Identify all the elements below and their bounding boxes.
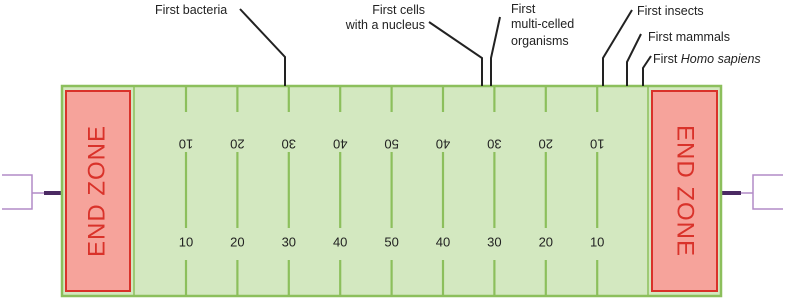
yard-number-bottom: 50 <box>384 234 399 250</box>
yard-number-top: 30 <box>281 136 297 152</box>
yard-number-top: 10 <box>178 136 194 152</box>
left-end-zone-label: END ZONE <box>83 124 111 258</box>
annotation-multicelled-label-1: First <box>511 2 536 16</box>
right-end-zone <box>648 86 717 296</box>
yard-number-bottom: 20 <box>538 234 554 250</box>
yard-number-bottom: 30 <box>487 234 502 250</box>
yard-number-top: 20 <box>538 136 554 152</box>
yard-number-top: 20 <box>230 136 245 152</box>
yard-number-top: 10 <box>589 136 605 152</box>
annotation-multicelled <box>491 2 574 86</box>
annotation-insects-label: First insects <box>637 4 704 18</box>
left-goalpost <box>2 175 62 209</box>
annotation-nucleus-label-2: with a nucleus <box>345 18 425 32</box>
annotation-bacteria-label: First bacteria <box>155 3 228 17</box>
annotation-homo-label: First Homo sapiens <box>653 52 761 66</box>
annotation-insects <box>603 4 704 86</box>
right-end-zone-label: END ZONE <box>671 124 699 258</box>
yard-number-top: 40 <box>435 136 451 152</box>
yard-number-bottom: 10 <box>589 234 605 250</box>
yard-number-bottom: 40 <box>435 234 451 250</box>
annotation-multicelled-label-2: multi-celled <box>511 17 575 31</box>
yard-number-top: 50 <box>384 136 399 152</box>
yard-number-top: 40 <box>332 136 348 152</box>
yard-number-bottom: 10 <box>178 234 194 250</box>
yard-number-bottom: 20 <box>230 234 245 250</box>
left-end-zone <box>66 86 134 296</box>
yard-number-top: 30 <box>487 136 502 152</box>
annotation-nucleus-label-1: First cells <box>372 3 425 17</box>
yard-number-bottom: 40 <box>332 234 348 250</box>
right-goalpost <box>721 175 783 209</box>
annotation-nucleus <box>345 3 482 86</box>
annotation-homo-sapiens <box>643 52 761 86</box>
annotation-mammals-label: First mammals <box>648 30 730 44</box>
annotation-multicelled-label-3: organisms <box>511 34 569 48</box>
yard-number-bottom: 30 <box>281 234 297 250</box>
annotation-bacteria <box>155 3 285 86</box>
